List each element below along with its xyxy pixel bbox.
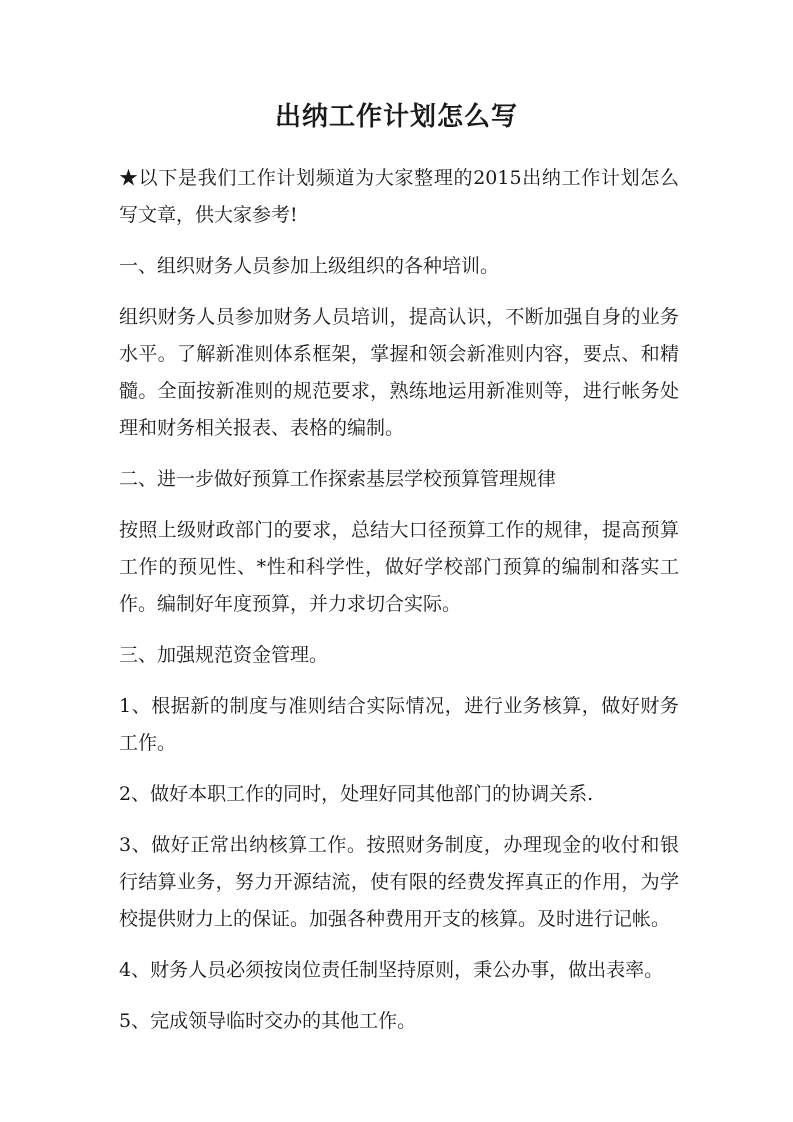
list-item-5: 5、完成领导临时交办的其他工作。 <box>119 1010 417 1032</box>
section-heading-2: 二、进一步做好预算工作探索基层学校预算管理规律 <box>119 468 557 490</box>
list-item-2: 2、做好本职工作的同时，处理好同其他部门的协调关系. <box>119 783 594 805</box>
section-heading-1: 一、组织财务人员参加上级组织的各种培训。 <box>119 255 500 277</box>
document-title: 出纳工作计划怎么写 <box>274 102 518 132</box>
list-item-3: 3、做好正常出纳核算工作。按照财务制度，办理现金的收付和银行结算业务，努力开源结流，使有限的经费发挥真正的作用，为学校提供财力上的保证。加强各种费用开支的核算。及时进行记帐。 <box>119 834 679 930</box>
section-heading-3: 三、加强规范资金管理。 <box>119 644 329 666</box>
section-2-paragraph: 按照上级财政部门的要求，总结大口径预算工作的规律，提高预算工作的预见性、*性和科学性，做好学校部门预算的编制和落实工作。编制好年度预算，并力求切合实际。 <box>119 519 679 615</box>
list-item-1: 1、根据新的制度与准则结合实际情况，进行业务核算，做好财务工作。 <box>119 695 679 754</box>
intro-paragraph: ★以下是我们工作计划频道为大家整理的2015出纳工作计划怎么写文章，供大家参考! <box>119 167 679 226</box>
list-item-4: 4、财务人员必须按岗位责任制坚持原则，秉公办事，做出表率。 <box>119 959 664 981</box>
document-body <box>119 160 679 1054</box>
section-1-paragraph: 组织财务人员参加财务人员培训，提高认识，不断加强自身的业务水平。了解新准则体系框架，掌握和领会新准则内容，要点、和精髓。全面按新准则的规范要求，熟练地运用新准则等，进行帐务处理和财务相关报表、表格的编制。 <box>119 306 679 439</box>
